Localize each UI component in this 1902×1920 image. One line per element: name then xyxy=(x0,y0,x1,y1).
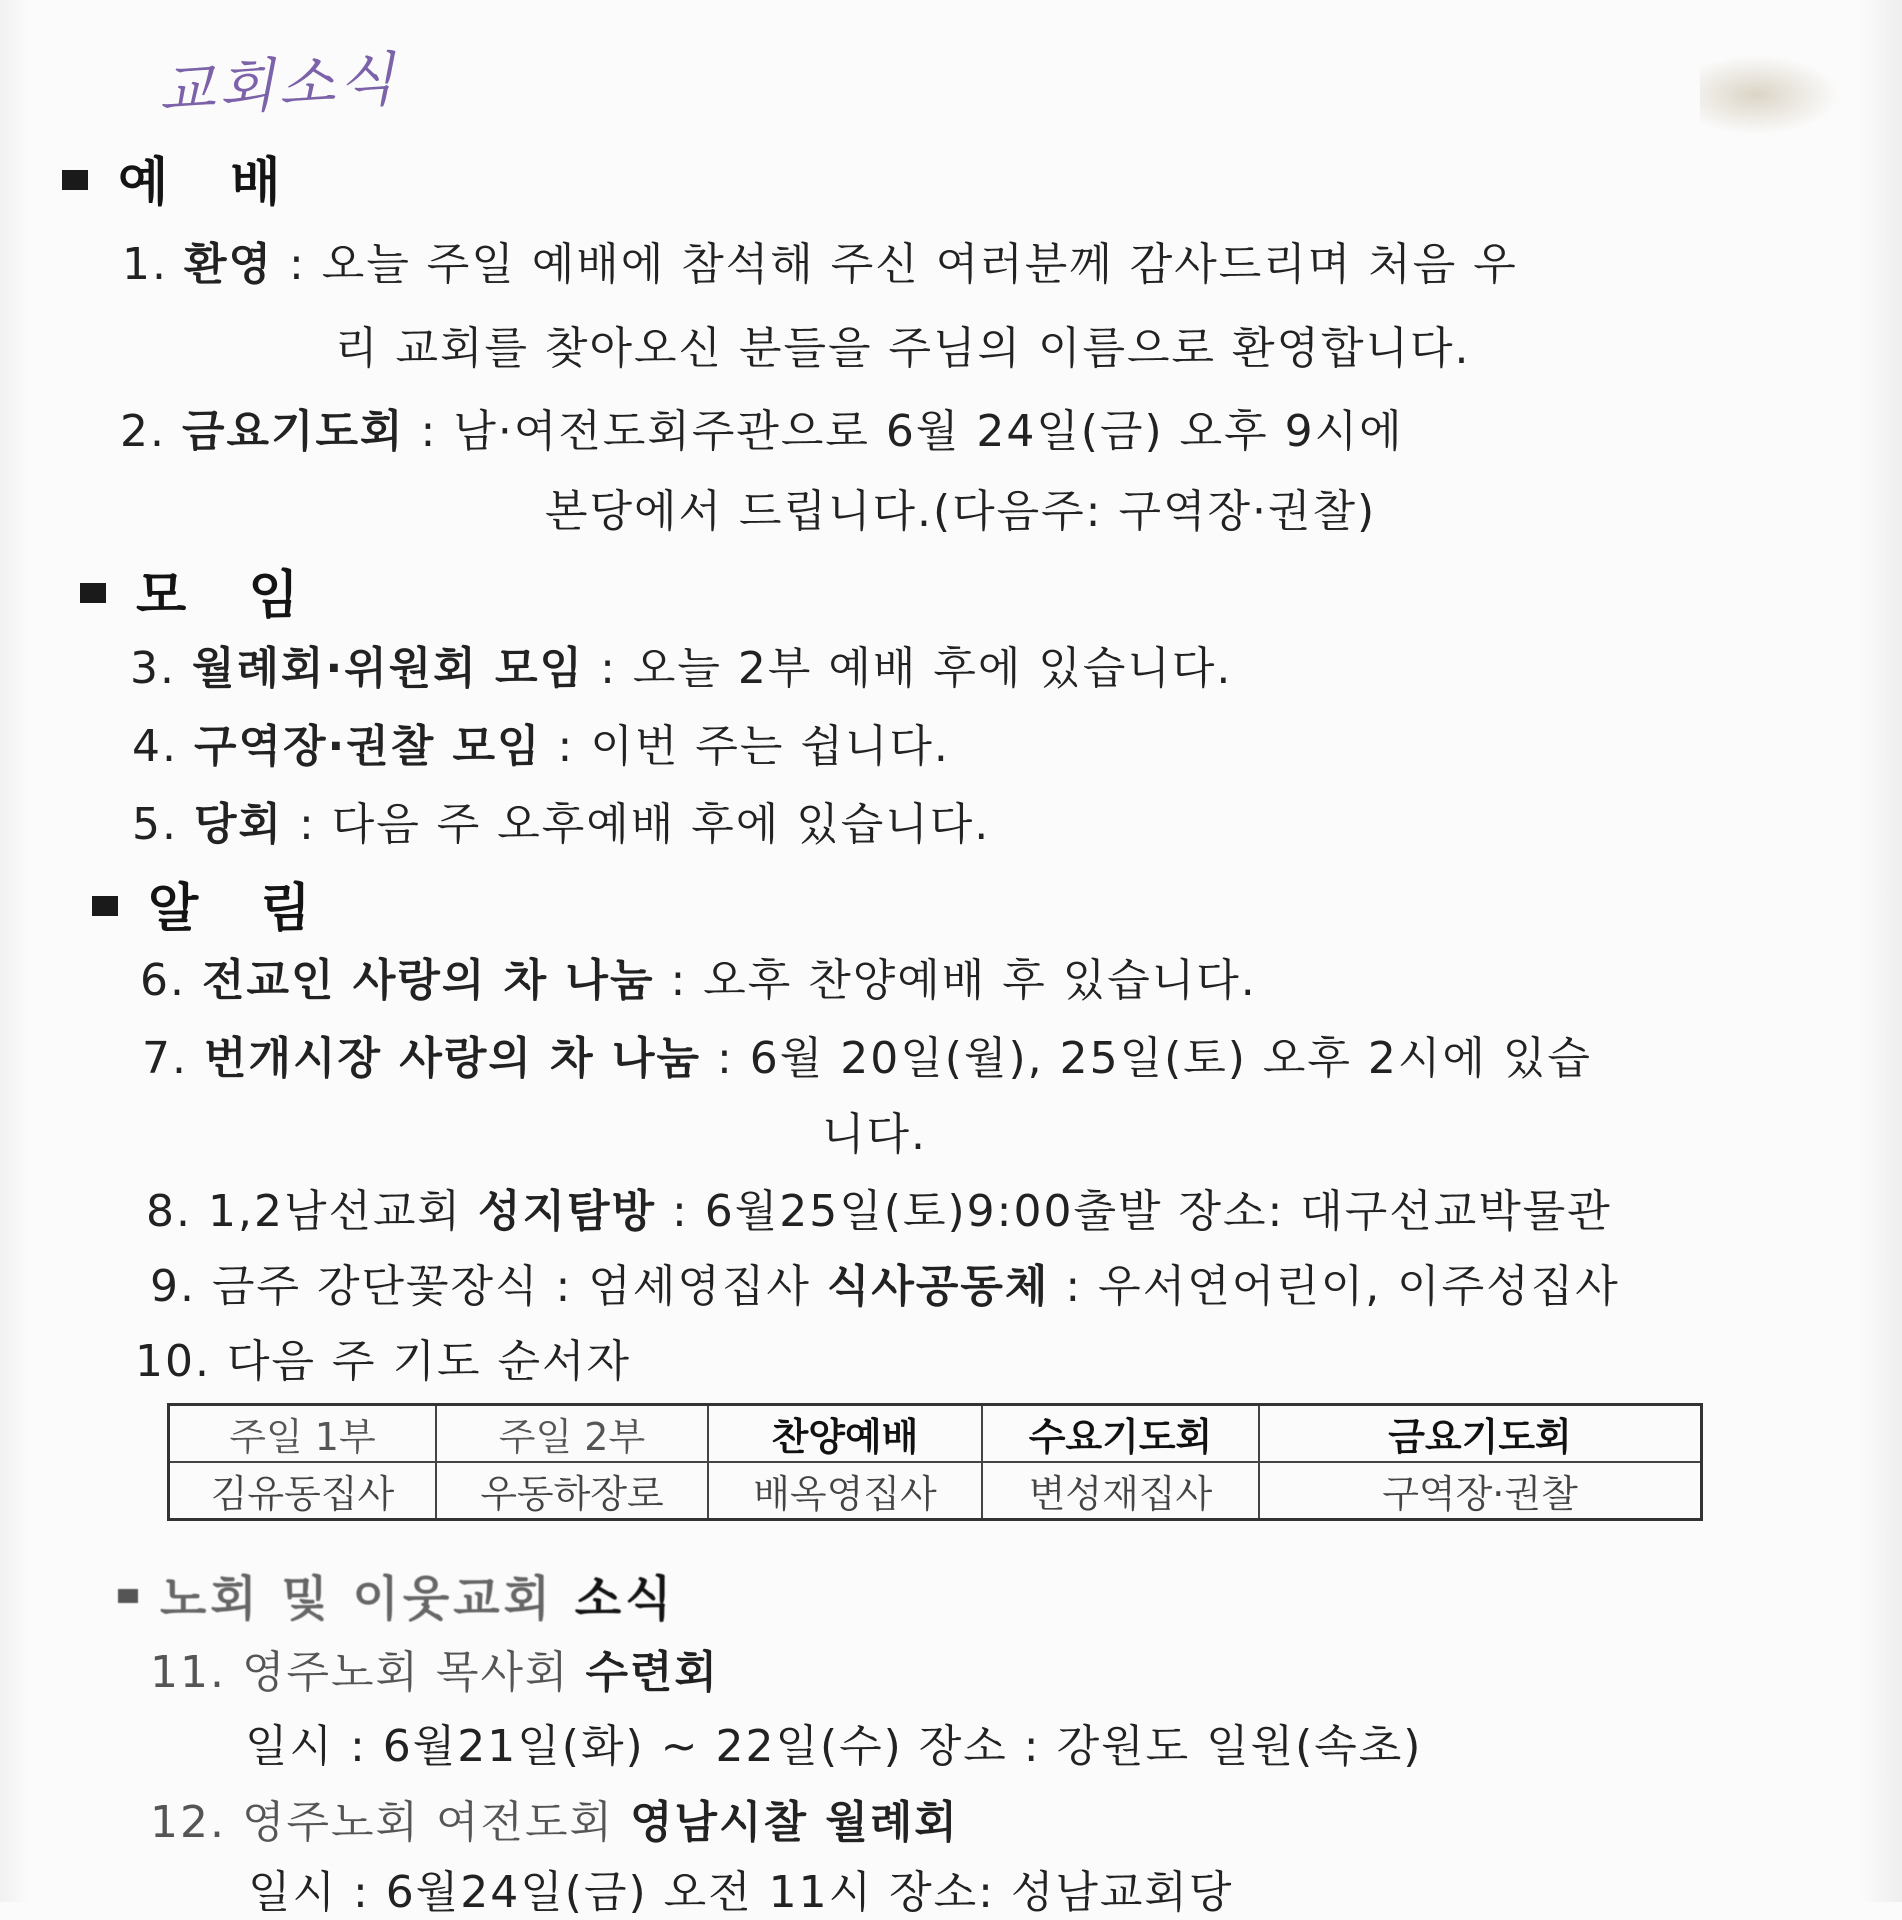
item-number: 9. xyxy=(150,1261,196,1312)
table-header-cell: 수요기도회 xyxy=(982,1405,1259,1463)
item-12 xyxy=(150,1786,959,1850)
item-12-detail: 일시 : 6월24일(금) 오전 11시 장소: 성남교회당 xyxy=(248,1867,1234,1918)
item-7 xyxy=(142,1022,1592,1086)
item-5 xyxy=(132,788,990,852)
table-header-cell: 금요기도회 xyxy=(1259,1405,1702,1463)
table-header-cell: 주일 2부 xyxy=(436,1405,708,1463)
item-2 xyxy=(120,395,1404,459)
item-label-bold: 성지탐방 xyxy=(477,1186,656,1237)
item-text: : 남·여전도회주관으로 6월 24일(금) 오후 9시에 xyxy=(420,406,1404,457)
item-text: : 오늘 주일 예배에 참석해 주신 여러분께 감사드리며 처음 우 xyxy=(289,239,1518,290)
item-number: 12. xyxy=(150,1797,226,1848)
item-2-continued: 본당에서 드립니다.(다음주: 구역장·권찰) xyxy=(545,486,1377,537)
item-text: : 오늘 2부 예배 후에 있습니다. xyxy=(600,643,1233,694)
item-3 xyxy=(130,632,1232,696)
paper-stain xyxy=(1700,55,1840,135)
section-presbytery-heading xyxy=(118,1560,675,1629)
item-number: 2. xyxy=(120,406,166,457)
section-title-bold: 소식 xyxy=(574,1571,676,1627)
item-6 xyxy=(140,944,1257,1008)
item-text: : 6월 20일(월), 25일(토) 오후 2시에 있습 xyxy=(716,1033,1592,1084)
section-title: 모 임 xyxy=(136,566,321,626)
item-text: : 엄세영집사 xyxy=(555,1261,811,1312)
item-label-bold: 영남시찰 월례회 xyxy=(630,1797,959,1848)
section-notices-heading xyxy=(92,866,333,941)
item-label: 영주노회 목사회 xyxy=(241,1647,570,1698)
item-number: 5. xyxy=(132,799,178,850)
table-cell: 변성재집사 xyxy=(982,1462,1259,1520)
item-10 xyxy=(135,1325,631,1389)
item-11 xyxy=(150,1636,719,1700)
item-number: 4. xyxy=(132,721,178,772)
square-bullet-icon xyxy=(80,583,106,603)
item-1 xyxy=(122,228,1518,292)
item-text: : 다음 주 오후예배 후에 있습니다. xyxy=(299,799,991,850)
item-number: 10. xyxy=(135,1336,211,1387)
item-number: 6. xyxy=(140,955,186,1006)
item-number: 1. xyxy=(122,239,168,290)
square-bullet-icon xyxy=(92,896,118,916)
item-1-continued: 리 교회를 찾아오신 분들을 주님의 이름으로 환영합니다. xyxy=(335,323,1471,374)
item-9 xyxy=(150,1250,1620,1314)
item-label-bold: 식사공동체 xyxy=(826,1261,1050,1312)
item-number: 8. xyxy=(146,1186,192,1237)
table-row xyxy=(169,1462,1702,1520)
item-8 xyxy=(146,1175,1612,1239)
item-label: 환영 xyxy=(183,239,273,290)
item-label: 금요기도회 xyxy=(181,406,405,457)
table-cell: 김유동집사 xyxy=(169,1462,437,1520)
item-label: 당회 xyxy=(193,799,283,850)
item-label-bold: 수련회 xyxy=(585,1647,720,1698)
square-bullet-icon xyxy=(62,170,88,190)
item-label: 월례회·위원회 모임 xyxy=(191,643,585,694)
item-label: 번개시장 사랑의 차 나눔 xyxy=(203,1033,701,1084)
item-number: 7. xyxy=(142,1033,188,1084)
item-label: 전교인 사랑의 차 나눔 xyxy=(201,955,655,1006)
item-label: 1,2남선교회 xyxy=(207,1186,462,1237)
square-bullet-icon xyxy=(118,1589,138,1603)
item-7-continued: 니다. xyxy=(822,1109,927,1160)
prayer-order-table xyxy=(167,1403,1703,1521)
section-title: 노회 및 이웃교회 xyxy=(160,1571,554,1627)
item-label: 금주 강단꽃장식 xyxy=(211,1261,540,1312)
section-worship-heading xyxy=(62,140,303,215)
table-header-cell: 주일 1부 xyxy=(169,1405,437,1463)
item-label: 구역장·권찰 모임 xyxy=(193,721,542,772)
handwritten-title: 교회소식 xyxy=(156,44,401,126)
item-11-detail: 일시 : 6월21일(화) ~ 22일(수) 장소 : 강원도 일원(속초) xyxy=(245,1721,1423,1772)
item-text: : 오후 찬양예배 후 있습니다. xyxy=(670,955,1257,1006)
section-meetings-heading xyxy=(80,553,321,628)
section-title: 예 배 xyxy=(118,153,303,213)
item-label: 다음 주 기도 순서자 xyxy=(226,1336,631,1387)
item-label: 영주노회 여전도회 xyxy=(241,1797,615,1848)
item-text-2: : 우서연어린이, 이주성집사 xyxy=(1065,1261,1620,1312)
table-cell: 구역장·권찰 xyxy=(1259,1462,1702,1520)
section-title: 알 림 xyxy=(148,879,333,939)
item-number: 11. xyxy=(150,1647,226,1698)
table-header-cell: 찬양예배 xyxy=(708,1405,982,1463)
item-number: 3. xyxy=(130,643,176,694)
table-cell: 배옥영집사 xyxy=(708,1462,982,1520)
item-text: : 이번 주는 쉽니다. xyxy=(557,721,950,772)
table-header-row xyxy=(169,1405,1702,1463)
item-text: : 6월25일(토)9:00출발 장소: 대구선교박물관 xyxy=(672,1186,1612,1237)
item-4 xyxy=(132,710,950,774)
table-cell: 우동하장로 xyxy=(436,1462,708,1520)
